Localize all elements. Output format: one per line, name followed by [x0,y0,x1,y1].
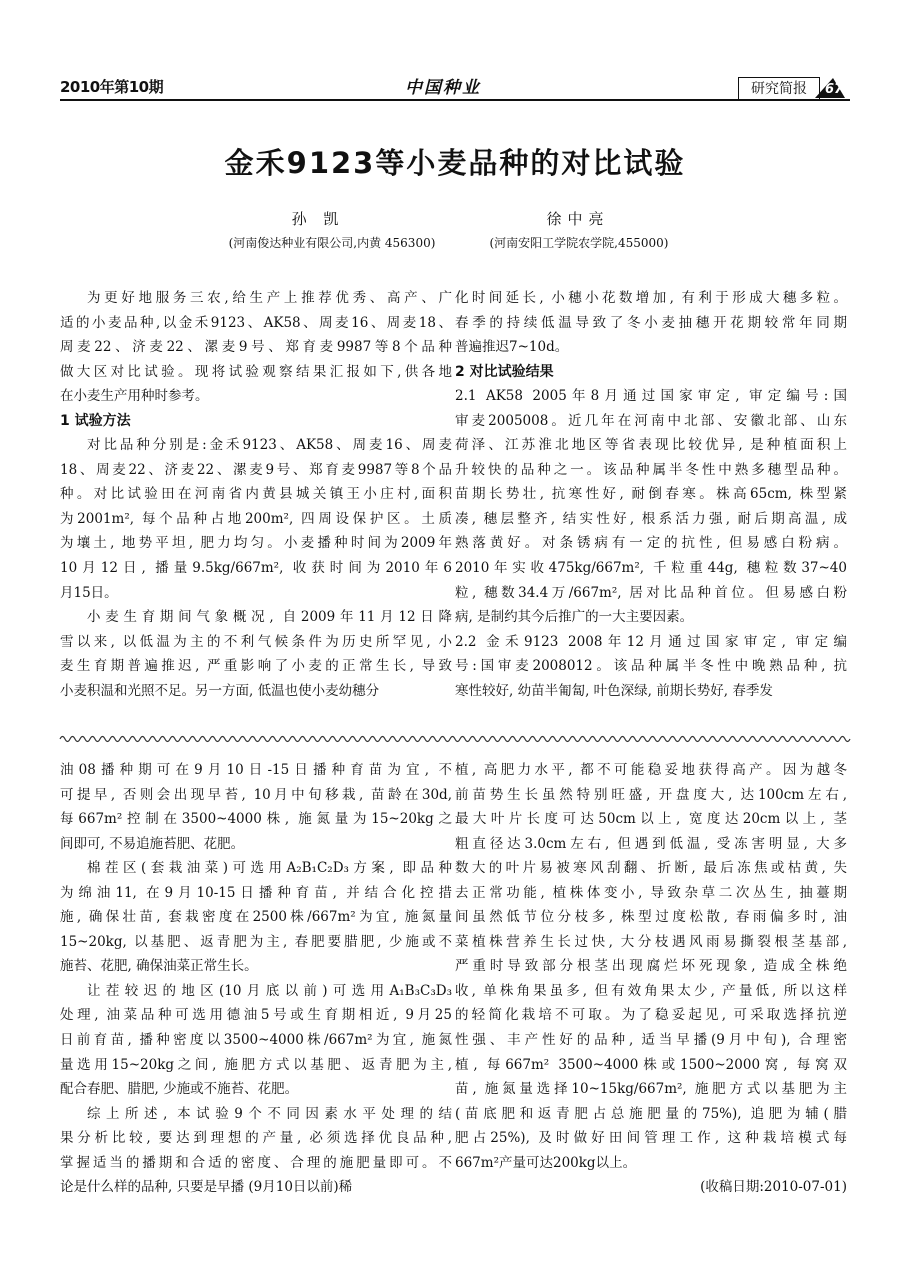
text-line: 小麦积温和光照不足。另一方面, 低温也使小麦幼穗分 [60,682,380,699]
text-line: 每667m²控制在3500~4000株, 施氮量为15~20kg之 [60,811,452,828]
text-line: 植, 高肥力水平, 都不可能稳妥地获得高产。因为越冬 [455,762,847,778]
upper-left-column [60,286,452,726]
text-line: 粗直径达3.0cm左右, 但遇到低温, 受冻害明显, 大多 [455,835,847,852]
text-line: 病, 是制约其今后推广的一大主要因素。 [455,609,694,626]
text-line: 15~20kg, 以基肥、返青肥为主, 春肥要腊肥, 少施或不 [60,933,452,950]
text-line: 为壤土, 地势平坦, 肥力均匀。小麦播种时间为2009年 [60,535,452,552]
text-line: (苗底肥和返青肥占总施肥量的75%), 追肥为辅(腊 [455,1105,847,1122]
text-line: 配合春肥、腊肥, 少施或不施苔、花肥。 [60,1081,299,1098]
text-line: 收, 单株角果虽多, 但有效角果太少, 产量低, 所以这样 [455,982,847,999]
text-line: 果分析比较, 要达到理想的产量, 必须选择优良品种, [60,1130,452,1147]
text-line: 春季的持续低温导致了冬小麦抽穗开花期较常年同期 [455,314,847,331]
text-line: 18、周麦22、济麦22、漯麦9号、郑育麦9987等8个品 [60,461,452,478]
issue-label: 2010年第10期 [60,78,164,96]
text-line: 寒性较好, 幼苗半匍匐, 叶色深绿, 前期长势好, 春季发 [455,682,773,699]
text-line: 苗, 施氮量选择10~15kg/667m², 施肥方式以基肥为主 [455,1081,847,1098]
text-line: 为更好地服务三农,给生产上推荐优秀、高产、广 [87,290,452,306]
text-line: 为2001m², 每个品种占地200m², 四周设保护区。土质 [60,510,452,527]
text-line: 周麦22、济麦22、漯麦9号、郑育麦9987等8个品种 [60,339,452,356]
text-line: 施, 确保壮苗, 套栽密度在2500株/667m²为宜, 施氮量 [60,909,452,926]
text-line: 植, 每667m² 3500~4000株或1500~2000窝, 每窝双 [455,1056,847,1073]
text-line: 2.2 金禾9123 2008年12月通过国家审定, 审定编 [455,633,847,650]
author-name-1: 孙 凯 [291,210,345,228]
text-line: 为绵油11, 在9月10-15日播种育苗, 并结合化控措 [60,884,452,901]
text-line: 做大区对比试验。现将试验观察结果汇报如下,供各地 [60,363,452,380]
text-line: 麦生育期普遍推迟, 严重影响了小麦的正常生长, 导致 [60,658,452,675]
text-line: 性强、丰产性好的品种, 适当早播(9月中旬), 合理密 [455,1032,847,1049]
author-name-2: 徐中亮 [546,210,610,228]
article-title: 金禾9123等小麦品种的对比试验 [224,146,686,180]
text-line: 月15日。 [60,584,118,601]
text-line: 化时间延长, 小穗小花数增加, 有利于形成大穗多粒。 [455,290,847,306]
upper-right-column [455,286,847,726]
text-line: 菜植株营养生长过快, 大分枝遇风雨易撕裂根茎基部, [455,933,847,950]
text-line: 适的小麦品种,以金禾9123、AK58、周麦16、周麦18、 [60,314,452,331]
lower-left-column [60,758,452,1208]
text-line: 普遍推迟7~10d。 [455,339,569,356]
author-affiliation-2: (河南安阳工学院农学院,455000) [489,236,669,250]
journal-name: 中国种业 [405,78,481,98]
text-line: (收稿日期:2010-07-01) [700,1179,847,1196]
text-line: 让茬较迟的地区(10月底以前)可选用A₁B₃C₃D₃ [87,982,452,999]
lower-right-column [455,758,847,1208]
text-line: 号:国审麦2008012。该品种属半冬性中晚熟品种, 抗 [455,658,847,675]
text-line: 去正常功能, 植株体变小, 导致杂草二次丛生, 抽薹期 [455,884,847,901]
text-line: 间即可, 不易追施苔肥、花肥。 [60,835,245,852]
text-line: 前苗势生长虽然特别旺盛, 开盘度大, 达100cm左右, [455,786,847,803]
text-line: 量选用15~20kg之间, 施肥方式以基肥、返青肥为主, [60,1056,452,1073]
text-line: 2.1 AK58 2005年8月通过国家审定, 审定编号:国 [455,388,847,405]
text-line: 荷泽、江苏淮北地区等省表现比较优异, 是种植面积上 [455,437,847,454]
text-line: 数大的叶片易被寒风刮翻、折断, 最后冻焦或枯黄, 失 [455,860,847,877]
text-line: 在小麦生产用种时参考。 [60,388,209,405]
text-line: 凑, 穗层整齐, 结实性好, 根系活力强, 耐后期高温, 成 [455,510,847,527]
text-line: 1 试验方法 [60,412,131,429]
text-line: 间虽然低节位分枝多, 株型过度松散, 春雨偏多时, 油 [455,909,847,926]
text-line: 2 对比试验结果 [455,363,554,380]
text-line: 粒, 穗数34.4万/667m², 居对比品种首位。但易感白粉 [455,584,847,601]
text-line: 熟落黄好。对条锈病有一定的抗性, 但易感白粉病。 [455,535,847,552]
text-line: 油08播种期可在9月10日-15日播种育苗为宜, 不 [60,762,452,778]
text-line: 处理, 油菜品种可选用德油5号或生育期相近, 9月25 [60,1007,452,1024]
text-line: 的轻简化栽培不可取。为了稳妥起见, 可采取选择抗逆 [455,1007,847,1024]
text-line: 10月12日, 播量9.5kg/667m², 收获时间为2010年6 [60,560,452,577]
wavy-divider [60,732,850,746]
text-line: 小麦生育期间气象概况, 自2009年11月12日降 [87,609,452,626]
text-line: 升较快的品种之一。该品种属半冬性中熟多穗型品种。 [455,461,847,478]
author-affiliation-1: (河南俊达种业有限公司,内黄 456300) [228,236,436,250]
text-line: 施苔、花肥, 确保油菜正常生长。 [60,958,258,975]
text-line: 日前育苗, 播种密度以3500~4000株/667m²为宜, 施氮 [60,1032,452,1049]
header-rule [60,99,850,101]
text-line: 掌握适当的播期和合适的密度、合理的施肥量即可。不 [60,1154,452,1171]
text-line: 对比品种分别是:金禾9123、AK58、周麦16、周麦 [87,437,452,454]
text-line: 严重时导致部分根茎出现腐烂坏死现象, 造成全株绝 [455,958,847,975]
text-line: 棉茬区(套栽油菜)可选用A₂B₁C₂D₃方案, 即品种 [87,860,452,877]
page-number: 67 [825,82,844,97]
text-line: 审麦2005008。近几年在河南中北部、安徽北部、山东 [455,412,847,429]
text-line: 综上所述, 本试验9个不同因素水平处理的结 [87,1105,452,1122]
text-line: 最大叶片长度可达50cm以上, 宽度达20cm以上, 茎 [455,811,847,828]
text-line: 论是什么样的品种, 只要是早播 (9月10日以前)稀 [60,1179,353,1196]
text-line: 2010年实收475kg/667m², 千粒重44g, 穗粒数37~40 [455,560,847,577]
text-line: 雪以来, 以低温为主的不利气候条件为历史所罕见, 小 [60,633,452,650]
section-label: 研究简报 [751,81,807,97]
text-line: 肥占25%), 及时做好田间管理工作, 这种栽培模式每 [455,1130,847,1147]
text-line: 可提早, 否则会出现早苔, 10月中旬移栽, 苗龄在30d, [60,786,452,803]
text-line: 苗期长势壮, 抗寒性好, 耐倒春寒。株高65cm, 株型紧 [455,486,847,503]
text-line: 667m²产量可达200kg以上。 [455,1154,637,1171]
text-line: 种。对比试验田在河南省内黄县城关镇王小庄村,面积 [60,486,452,503]
